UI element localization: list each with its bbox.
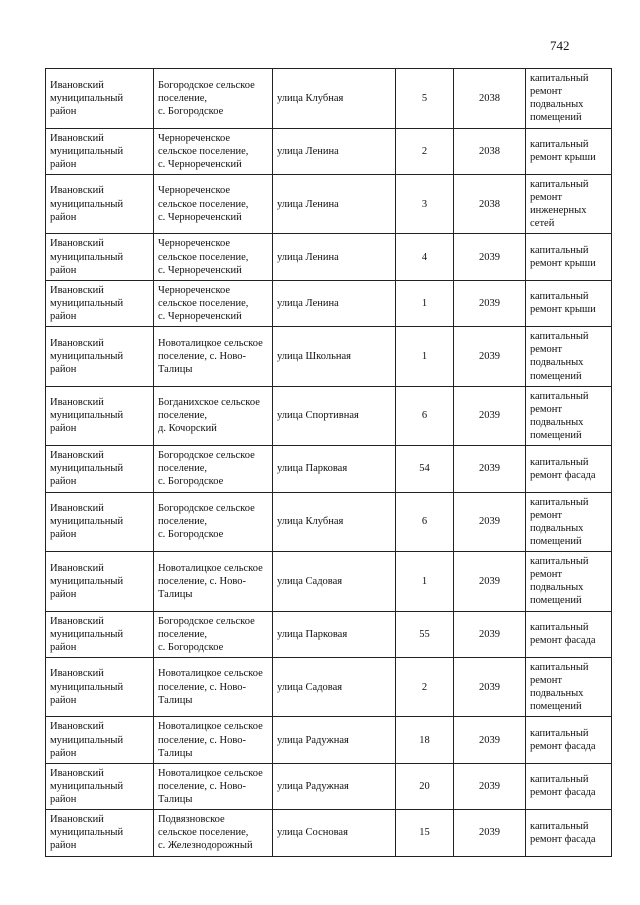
- table-row: [46, 810, 612, 856]
- year-cell: [454, 657, 526, 717]
- year-cell-text: 2039: [479, 516, 500, 528]
- settlement-cell: [154, 234, 273, 280]
- house-number-cell: [396, 327, 454, 387]
- settlement-cell: [154, 763, 273, 809]
- house-number-cell: [396, 492, 454, 552]
- house-number-cell: [396, 657, 454, 717]
- street-cell-text: улица Спортивная: [277, 410, 359, 422]
- year-cell: [454, 327, 526, 387]
- settlement-cell-text: Чернореченское сельское поселение, с. Чернореченский: [158, 132, 249, 170]
- district-cell: [46, 280, 154, 326]
- house-number-cell-text: 3: [421, 198, 428, 210]
- year-cell: [454, 128, 526, 174]
- house-number-cell: [396, 386, 454, 446]
- house-number-cell: [396, 234, 454, 280]
- work-type-cell-text: капитальный ремонт крыши: [530, 244, 596, 270]
- work-type-cell: [526, 128, 612, 174]
- work-type-cell-text: капитальный ремонт крыши: [530, 139, 596, 164]
- street-cell-text: улица Садовая: [277, 681, 343, 693]
- street-cell-text: улица Радужная: [277, 734, 349, 746]
- street-cell: [273, 386, 396, 446]
- table-body: [46, 69, 612, 857]
- house-number-cell-text: 1: [421, 297, 428, 309]
- table-row: [46, 717, 612, 763]
- settlement-cell-text: Богородское сельское поселение, с. Богородское: [158, 503, 255, 541]
- settlement-cell-text: Новоталицкое сельское поселение, с. Ново- Талицы: [158, 337, 263, 375]
- settlement-cell-text: Богородское сельское поселение, с. Богородское: [158, 450, 255, 488]
- work-type-cell: [526, 552, 612, 612]
- page-number: 742: [550, 38, 570, 53]
- district-cell: [46, 810, 154, 856]
- district-cell: [46, 763, 154, 809]
- table-row: [46, 280, 612, 326]
- settlement-cell: [154, 69, 273, 129]
- settlement-cell-text: Богородское сельское поселение, с. Богородское: [158, 79, 255, 117]
- table-row: [46, 552, 612, 612]
- year-cell-text: 2039: [479, 827, 500, 839]
- house-number-cell: [396, 552, 454, 612]
- settlement-cell-text: Богородское сельское поселение, с. Богородское: [158, 615, 255, 653]
- year-cell-text: 2038: [479, 198, 500, 210]
- house-number-cell-text: 2: [421, 145, 428, 157]
- house-number-cell: [396, 174, 454, 234]
- house-number-cell: [396, 763, 454, 809]
- table-row: [46, 763, 612, 809]
- work-type-cell-text: капитальный ремонт подвальных помещений: [530, 556, 589, 607]
- house-number-cell: [396, 128, 454, 174]
- settlement-cell: [154, 717, 273, 763]
- district-cell-text: Ивановский муниципальный район: [50, 767, 124, 805]
- year-cell: [454, 763, 526, 809]
- settlement-cell-text: Новоталицкое сельское поселение, с. Ново- Талицы: [158, 721, 263, 759]
- table-row: [46, 657, 612, 717]
- work-type-cell-text: капитальный ремонт фасада: [530, 622, 596, 647]
- work-type-cell: [526, 386, 612, 446]
- district-cell-text: Ивановский муниципальный район: [50, 284, 124, 322]
- district-cell: [46, 327, 154, 387]
- district-cell-text: Ивановский муниципальный район: [50, 814, 124, 852]
- year-cell-text: 2039: [479, 734, 500, 746]
- settlement-cell: [154, 174, 273, 234]
- street-cell-text: улица Клубная: [277, 92, 344, 104]
- district-cell-text: Ивановский муниципальный район: [50, 503, 124, 541]
- settlement-cell: [154, 810, 273, 856]
- street-cell-text: улица Ленина: [277, 198, 339, 210]
- work-type-cell: [526, 280, 612, 326]
- street-cell-text: улица Ленина: [277, 297, 339, 309]
- street-cell-text: улица Радужная: [277, 780, 349, 792]
- house-number-cell-text: 6: [421, 516, 428, 528]
- street-cell: [273, 128, 396, 174]
- district-cell: [46, 128, 154, 174]
- street-cell: [273, 657, 396, 717]
- street-cell: [273, 763, 396, 809]
- district-cell-text: Ивановский муниципальный район: [50, 450, 124, 488]
- district-cell-text: Ивановский муниципальный район: [50, 79, 124, 117]
- district-cell: [46, 611, 154, 657]
- year-cell: [454, 492, 526, 552]
- work-type-cell: [526, 234, 612, 280]
- year-cell-text: 2038: [479, 145, 500, 157]
- table-row: [46, 69, 612, 129]
- district-cell: [46, 492, 154, 552]
- year-cell: [454, 717, 526, 763]
- street-cell-text: улица Школьная: [277, 350, 351, 362]
- street-cell: [273, 717, 396, 763]
- house-number-cell-text: 20: [419, 780, 430, 792]
- table-row: [46, 611, 612, 657]
- work-type-cell: [526, 611, 612, 657]
- table-row: [46, 174, 612, 234]
- settlement-cell: [154, 657, 273, 717]
- settlement-cell: [154, 492, 273, 552]
- year-cell-text: 2038: [479, 92, 500, 104]
- work-type-cell: [526, 69, 612, 129]
- street-cell-text: улица Ленина: [277, 145, 339, 157]
- year-cell-text: 2039: [479, 410, 500, 422]
- table-row: [46, 234, 612, 280]
- work-type-cell-text: капитальный ремонт подвальных помещений: [530, 496, 589, 547]
- district-cell: [46, 174, 154, 234]
- house-number-cell-text: 55: [419, 628, 430, 640]
- work-type-cell: [526, 810, 612, 856]
- year-cell: [454, 552, 526, 612]
- district-cell: [46, 234, 154, 280]
- work-type-cell-text: капитальный ремонт подвальных помещений: [530, 661, 589, 713]
- settlement-cell-text: Чернореченское сельское поселение, с. Чернореченский: [158, 185, 249, 223]
- street-cell: [273, 280, 396, 326]
- work-type-cell-text: капитальный ремонт фасада: [530, 456, 596, 481]
- repair-schedule-table: [45, 68, 612, 857]
- district-cell-text: Ивановский муниципальный район: [50, 615, 124, 653]
- house-number-cell-text: 6: [421, 410, 428, 422]
- year-cell: [454, 611, 526, 657]
- settlement-cell-text: Новоталицкое сельское поселение, с. Ново- Талицы: [158, 767, 263, 805]
- street-cell: [273, 552, 396, 612]
- table-row: [46, 492, 612, 552]
- work-type-cell: [526, 446, 612, 492]
- street-cell: [273, 492, 396, 552]
- year-cell-text: 2039: [479, 463, 500, 475]
- district-cell-text: Ивановский муниципальный район: [50, 562, 124, 600]
- year-cell-text: 2039: [479, 780, 500, 792]
- house-number-cell: [396, 69, 454, 129]
- street-cell: [273, 69, 396, 129]
- year-cell-text: 2039: [479, 297, 500, 309]
- house-number-cell: [396, 810, 454, 856]
- work-type-cell-text: капитальный ремонт фасада: [530, 727, 596, 753]
- district-cell-text: Ивановский муниципальный район: [50, 337, 124, 375]
- year-cell-text: 2039: [479, 681, 500, 693]
- settlement-cell-text: Чернореченское сельское поселение, с. Чернореченский: [158, 238, 249, 276]
- house-number-cell-text: 54: [419, 463, 430, 475]
- settlement-cell-text: Новоталицкое сельское поселение, с. Ново- Талицы: [158, 668, 263, 706]
- district-cell-text: Ивановский муниципальный район: [50, 397, 124, 435]
- street-cell-text: улица Парковая: [277, 628, 348, 640]
- work-type-cell: [526, 717, 612, 763]
- street-cell: [273, 611, 396, 657]
- house-number-cell-text: 2: [421, 681, 428, 693]
- work-type-cell-text: капитальный ремонт фасада: [530, 820, 596, 845]
- work-type-cell-text: капитальный ремонт подвальных помещений: [530, 390, 589, 441]
- year-cell: [454, 69, 526, 129]
- house-number-cell: [396, 717, 454, 763]
- work-type-cell: [526, 327, 612, 387]
- district-cell-text: Ивановский муниципальный район: [50, 185, 124, 223]
- district-cell-text: Ивановский муниципальный район: [50, 238, 124, 276]
- house-number-cell-text: 1: [421, 575, 428, 587]
- year-cell: [454, 386, 526, 446]
- settlement-cell: [154, 611, 273, 657]
- district-cell: [46, 69, 154, 129]
- settlement-cell: [154, 552, 273, 612]
- year-cell-text: 2039: [479, 251, 500, 263]
- settlement-cell-text: Новоталицкое сельское поселение, с. Ново- Талицы: [158, 562, 263, 600]
- house-number-cell-text: 18: [419, 734, 430, 746]
- district-cell: [46, 386, 154, 446]
- house-number-cell-text: 5: [421, 92, 428, 104]
- street-cell-text: улица Парковая: [277, 463, 348, 475]
- year-cell-text: 2039: [479, 628, 500, 640]
- work-type-cell-text: капитальный ремонт фасада: [530, 774, 596, 799]
- work-type-cell: [526, 492, 612, 552]
- year-cell-text: 2039: [479, 575, 500, 587]
- district-cell: [46, 717, 154, 763]
- year-cell: [454, 280, 526, 326]
- settlement-cell: [154, 280, 273, 326]
- settlement-cell: [154, 128, 273, 174]
- district-cell: [46, 657, 154, 717]
- street-cell-text: улица Садовая: [277, 575, 343, 587]
- settlement-cell-text: Чернореченское сельское поселение, с. Чернореченский: [158, 284, 249, 322]
- house-number-cell: [396, 280, 454, 326]
- settlement-cell: [154, 327, 273, 387]
- settlement-cell-text: Богданихское сельское поселение, д. Кочорский: [158, 397, 260, 435]
- year-cell-text: 2039: [479, 350, 500, 362]
- district-cell: [46, 446, 154, 492]
- settlement-cell-text: Подвязновское сельское поселение, с. Железнодорожный: [158, 814, 253, 852]
- street-cell-text: улица Клубная: [277, 516, 344, 528]
- street-cell: [273, 327, 396, 387]
- table-row: [46, 327, 612, 387]
- year-cell: [454, 810, 526, 856]
- settlement-cell: [154, 386, 273, 446]
- table-row: [46, 386, 612, 446]
- year-cell: [454, 174, 526, 234]
- street-cell: [273, 174, 396, 234]
- street-cell-text: улица Сосновая: [277, 827, 348, 839]
- house-number-cell-text: 4: [421, 251, 428, 263]
- district-cell: [46, 552, 154, 612]
- work-type-cell: [526, 657, 612, 717]
- work-type-cell-text: капитальный ремонт инженерных сетей: [530, 178, 589, 230]
- year-cell: [454, 446, 526, 492]
- work-type-cell: [526, 174, 612, 234]
- street-cell: [273, 446, 396, 492]
- house-number-cell: [396, 611, 454, 657]
- street-cell: [273, 810, 396, 856]
- table-row: [46, 446, 612, 492]
- work-type-cell-text: капитальный ремонт подвальных помещений: [530, 331, 589, 382]
- year-cell: [454, 234, 526, 280]
- district-cell-text: Ивановский муниципальный район: [50, 668, 124, 706]
- settlement-cell: [154, 446, 273, 492]
- street-cell: [273, 234, 396, 280]
- work-type-cell-text: капитальный ремонт крыши: [530, 291, 596, 316]
- work-type-cell: [526, 763, 612, 809]
- street-cell-text: улица Ленина: [277, 251, 339, 263]
- district-cell-text: Ивановский муниципальный район: [50, 132, 124, 170]
- house-number-cell: [396, 446, 454, 492]
- work-type-cell-text: капитальный ремонт подвальных помещений: [530, 73, 589, 124]
- district-cell-text: Ивановский муниципальный район: [50, 721, 124, 759]
- house-number-cell-text: 15: [419, 827, 430, 839]
- house-number-cell-text: 1: [421, 350, 428, 362]
- table-row: [46, 128, 612, 174]
